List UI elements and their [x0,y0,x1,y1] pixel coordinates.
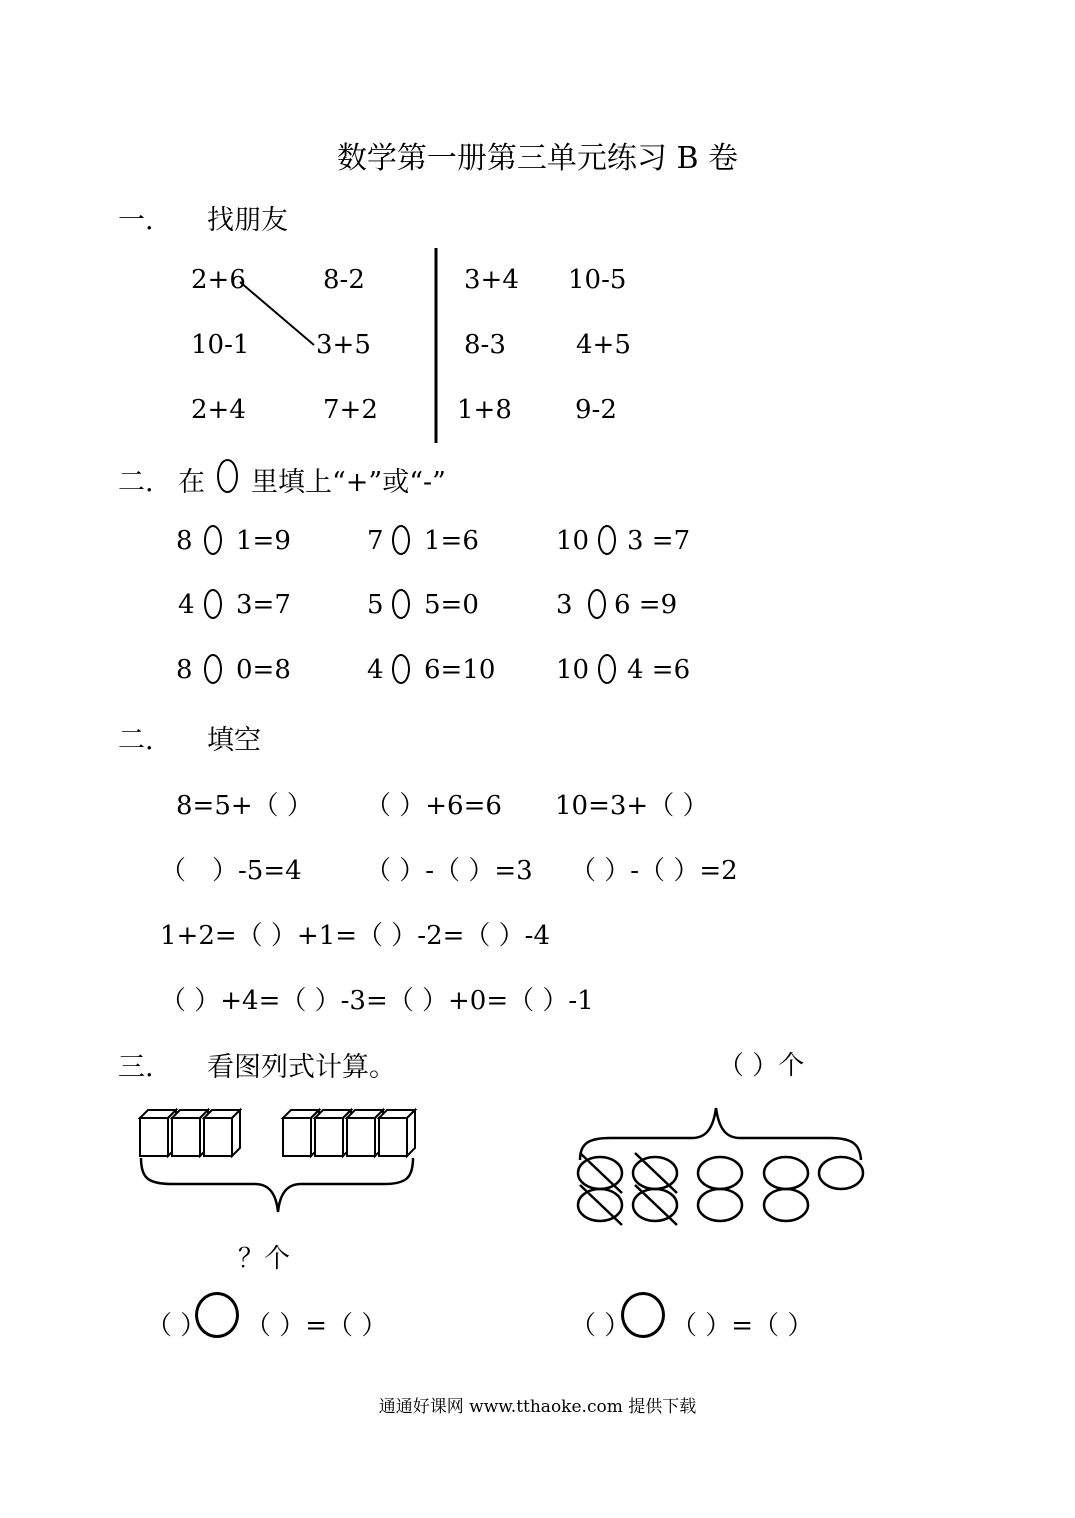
section3-number: 二. [118,725,154,756]
equation-right: 6=10 [424,655,496,685]
equation-right: 1=9 [236,526,291,556]
match-item: 4+5 [576,330,631,360]
match-item: 10-5 [568,265,627,295]
equation-right: 0=8 [236,655,291,685]
fill-blank[interactable]: 1+2=（ ）+1=（ ）-2=（ ）-4 [160,921,551,951]
section1-heading: 找朋友 [207,205,288,236]
egg-icon [698,1189,742,1221]
equation-left: 8 [176,526,193,556]
footer-credit: 通通好课网 www.tthaoke.com 提供下载 [378,1397,697,1417]
match-item: 9-2 [575,395,617,425]
match-item: 2+4 [191,395,246,425]
fill-blank[interactable]: （ ）+4=（ ）-3=（ ）+0=（ ）-1 [160,986,594,1016]
equation-right: 5=0 [424,590,479,620]
cube-icon [283,1110,319,1156]
equation-left: 8 [176,655,193,685]
equation-right: 6 =9 [614,590,678,620]
cube-icon [379,1110,415,1156]
section1-number: 一. [118,205,154,236]
match-item: 3+5 [316,330,371,360]
fill-blank[interactable]: 8=5+（ ） [176,791,313,821]
right-brace-label: （ ）个 [718,1051,805,1081]
right-curly-brace [580,1108,861,1160]
equation-left: 10 [556,655,590,685]
fill-blank[interactable]: （ ）+6=6 [365,791,502,821]
fill-blank[interactable]: （ ）-（ ）=2 [570,856,738,886]
cube-icon [140,1110,176,1156]
egg-group [578,1153,863,1225]
section4-number: 三. [118,1052,154,1083]
cube-icon [347,1110,383,1156]
equation-blank[interactable]: （ ） [570,1311,631,1341]
equation-right: 4 =6 [627,655,691,685]
page-title: 数学第一册第三单元练习 B 卷 [336,141,739,176]
match-item: 3+4 [464,265,519,295]
equation-right: 3=7 [236,590,291,620]
section2-number: 二. [118,467,154,498]
fill-blank[interactable]: （ ）-5=4 [160,856,302,886]
egg-icon [819,1157,863,1189]
match-item: 7+2 [323,395,378,425]
equation-left: 7 [367,526,384,556]
matching-line [240,282,314,345]
section4-heading: 看图列式计算。 [207,1052,396,1083]
match-item: 2+6 [191,265,246,295]
equation-blank[interactable]: （ ）=（ ） [671,1311,814,1341]
match-item: 8-3 [464,330,506,360]
equation-blank[interactable]: （ ） [146,1311,207,1341]
match-item: 1+8 [457,395,512,425]
egg-icon [698,1157,742,1189]
section3-heading: 填空 [207,725,261,756]
left-brace-label: ？个 [238,1244,291,1274]
equation-left: 4 [178,590,195,620]
egg-icon [764,1157,808,1189]
equation-left: 3 [556,590,573,620]
fill-blank[interactable]: 10=3+（ ） [555,791,709,821]
equation-right: 3 =7 [627,526,691,556]
section2-prefix: 在 [178,467,205,498]
crossed-egg-icon [578,1185,622,1225]
equation-left: 5 [367,590,384,620]
equation-right: 1=6 [424,526,479,556]
match-item: 8-2 [323,265,365,295]
cube-group [140,1110,415,1156]
crossed-egg-icon [633,1153,677,1193]
equation-left: 4 [367,655,384,685]
cube-icon [315,1110,351,1156]
left-curly-brace [141,1158,413,1212]
section2-suffix: 里填上“+”或“-” [251,467,446,498]
equation-blank[interactable]: （ ）=（ ） [245,1311,388,1341]
egg-icon [764,1189,808,1221]
crossed-egg-icon [633,1185,677,1225]
crossed-egg-icon [578,1153,622,1193]
match-item: 10-1 [191,330,250,360]
cube-icon [172,1110,208,1156]
fill-blank[interactable]: （ ）-（ ）=3 [365,856,533,886]
equation-left: 10 [556,526,590,556]
cube-icon [204,1110,240,1156]
